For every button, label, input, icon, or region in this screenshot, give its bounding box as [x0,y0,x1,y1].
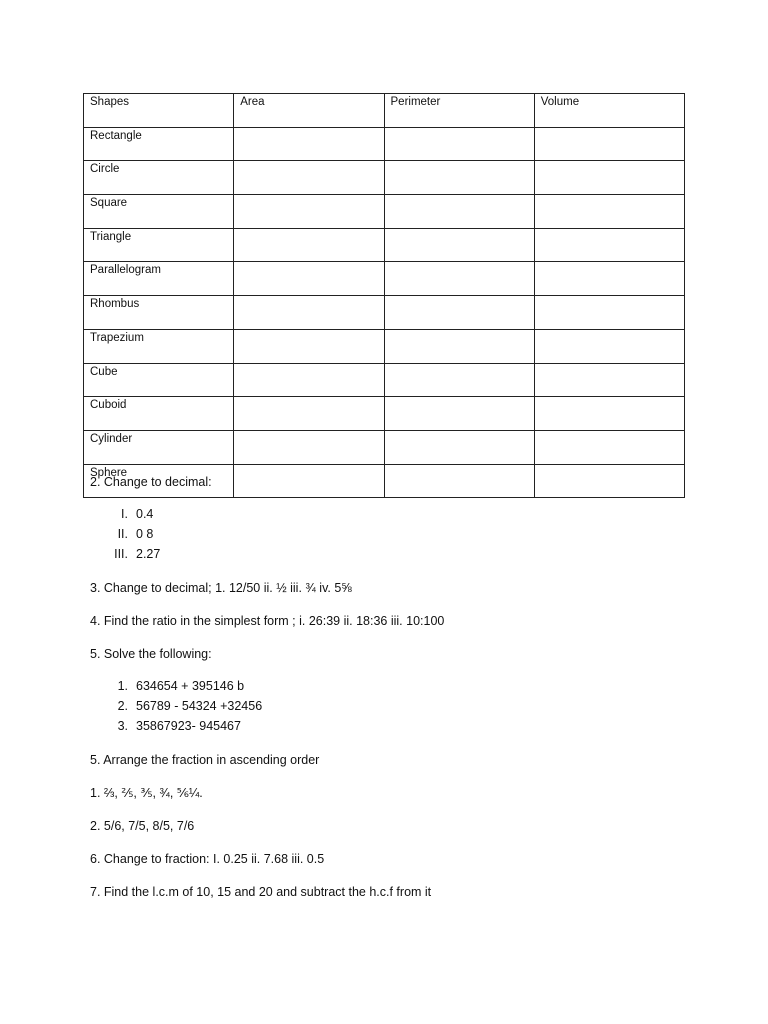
perimeter-cell [384,329,534,363]
list-item-text: 56789 - 54324 +32456 [136,699,263,713]
list-item-text: 35867923- 945467 [136,719,241,733]
volume-cell [534,195,684,229]
shape-name-cell: Rectangle [84,127,234,161]
header-volume: Volume [534,94,684,128]
volume-cell [534,262,684,296]
perimeter-cell [384,397,534,431]
shape-name-cell: Square [84,195,234,229]
question-5b-item-2: 2. 5/6, 7/5, 8/5, 7/6 [90,819,195,833]
table-row [84,195,685,229]
area-cell [234,397,384,431]
volume-cell [534,329,684,363]
volume-cell [534,296,684,330]
volume-cell [534,397,684,431]
shape-name-cell: Cube [84,363,234,397]
perimeter-cell [384,161,534,195]
area-cell [234,195,384,229]
header-area: Area [234,94,384,128]
table-row [84,228,685,262]
question-7: 7. Find the l.c.m of 10, 15 and 20 and subtract the h.c.f from it [90,885,432,899]
question-5b-title: 5. Arrange the fraction in ascending order [90,753,320,767]
question-5b-item-1: 1. ⅔, ⅖, ⅗, ¾, ⅚¼. [90,786,203,800]
list-item-number: I. [121,507,128,521]
question-3: 3. Change to decimal; 1. 12/50 ii. ½ iii. ¾ iv. 5⅝ [90,581,352,595]
question-4: 4. Find the ratio in the simplest form ; i. 26:39 ii. 18:36 iii. 10:100 [90,614,445,628]
question-2-title: 2. Change to decimal: [90,475,212,489]
list-item-number: 2. [117,699,128,713]
shape-name-cell: Trapezium [84,329,234,363]
area-cell [234,329,384,363]
shapes-table [83,93,685,498]
question-2-list [90,504,710,564]
list-item [90,696,710,716]
perimeter-cell [384,363,534,397]
volume-cell [534,228,684,262]
volume-cell [534,363,684,397]
volume-cell [534,430,684,464]
perimeter-cell [384,195,534,229]
perimeter-cell [384,296,534,330]
table-row [84,329,685,363]
area-cell [234,363,384,397]
table-header-row [84,94,685,128]
question-6: 6. Change to fraction: I. 0.25 ii. 7.68 iii. 0.5 [90,852,325,866]
shape-name-cell: Rhombus [84,296,234,330]
question-5-title: 5. Solve the following: [90,647,212,661]
table-row [84,397,685,431]
list-item-number: III. [114,547,128,561]
area-cell [234,296,384,330]
question-5-list [90,676,710,736]
volume-cell [534,161,684,195]
list-item-text: 634654 + 395146 b [136,679,245,693]
list-item [90,716,710,736]
shape-name-cell: Circle [84,161,234,195]
table-row [84,127,685,161]
perimeter-cell [384,262,534,296]
list-item-text: 0 8 [136,527,154,541]
shape-name-cell: Cuboid [84,397,234,431]
table-row [84,262,685,296]
area-cell [234,262,384,296]
list-item-number: II. [117,527,128,541]
list-item-number: 1. [117,679,128,693]
table-row [84,363,685,397]
shape-name-cell: Parallelogram [84,262,234,296]
list-item [90,504,710,524]
list-item [90,524,710,544]
area-cell [234,430,384,464]
shape-name-cell: Cylinder [84,430,234,464]
shape-name-cell: Triangle [84,228,234,262]
volume-cell [534,127,684,161]
list-item [90,676,710,696]
perimeter-cell [384,228,534,262]
table-row [84,430,685,464]
area-cell [234,161,384,195]
table-row [84,161,685,195]
list-item-text: 2.27 [136,547,161,561]
header-shapes: Shapes [84,94,234,128]
list-item [90,544,710,564]
area-cell [234,127,384,161]
perimeter-cell [384,127,534,161]
header-perimeter: Perimeter [384,94,534,128]
perimeter-cell [384,430,534,464]
area-cell [234,228,384,262]
table-row [84,296,685,330]
list-item-number: 3. [117,719,128,733]
questions-section [90,474,710,900]
shape-name-cell: Sphere [84,464,234,498]
list-item-text: 0.4 [136,507,154,521]
